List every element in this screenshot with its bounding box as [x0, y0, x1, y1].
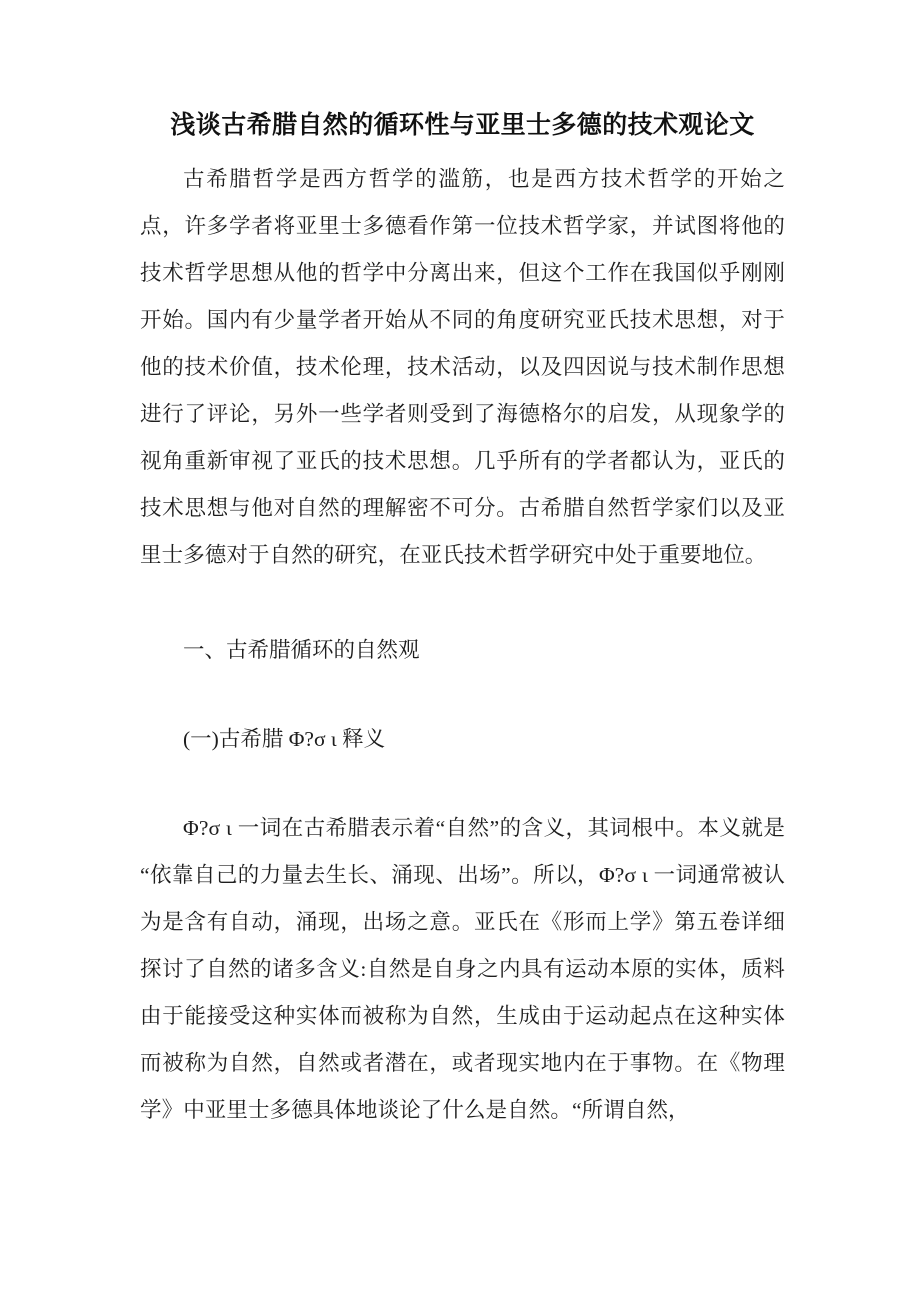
page-title: 浅谈古希腊自然的循环性与亚里士多德的技术观论文: [170, 110, 755, 139]
subsection-heading-one: (一)古希腊 Φ?σ ι 释义: [183, 727, 386, 751]
intro-paragraph: 古希腊哲学是西方哲学的滥筋，也是西方技术哲学的开始之点，许多学者将亚里士多德看作第一位技术哲学家，并试图将他的技术哲学思想从他的哲学中分离出来，但这个工作在我国似乎刚刚开始。国内有少量学者开始从不同的角度研究亚氏技术思想，对于他的技术价值，技术伦理，技术活动，以及四因说与技术制作思想进行了评论，另外一些学者则受到了海德格尔的启发，从现象学的视角重新审视了亚氏的技术思想。几乎所有的学者都认为，亚氏的技术思想与他对自然的理解密不可分。古希腊自然哲学家们以及亚里士多德对于自然的研究，在亚氏技术哲学研究中处于重要地位。: [140, 167, 785, 567]
section-heading-one: 一、古希腊循环的自然观: [183, 638, 420, 662]
physis-paragraph: Φ?σ ι 一词在古希腊表示着“自然”的含义，其词根中。本义就是“依靠自己的力量去生长、涌现、出场”。所以，Φ?σ ι 一词通常被认为是含有自动，涌现，出场之意。亚氏在《形而上学》第五卷详细探讨了自然的诸多含义:自然是自身之内具有运动本原的实体，质料由于能接受这种实体而被称为自然，生成由于运动起点在这种实体而被称为自然，自然或者潜在，或者现实地内在于事物。在《物理学》中亚里士多德具体地谈论了什么是自然。“所谓自然，: [140, 816, 785, 1122]
